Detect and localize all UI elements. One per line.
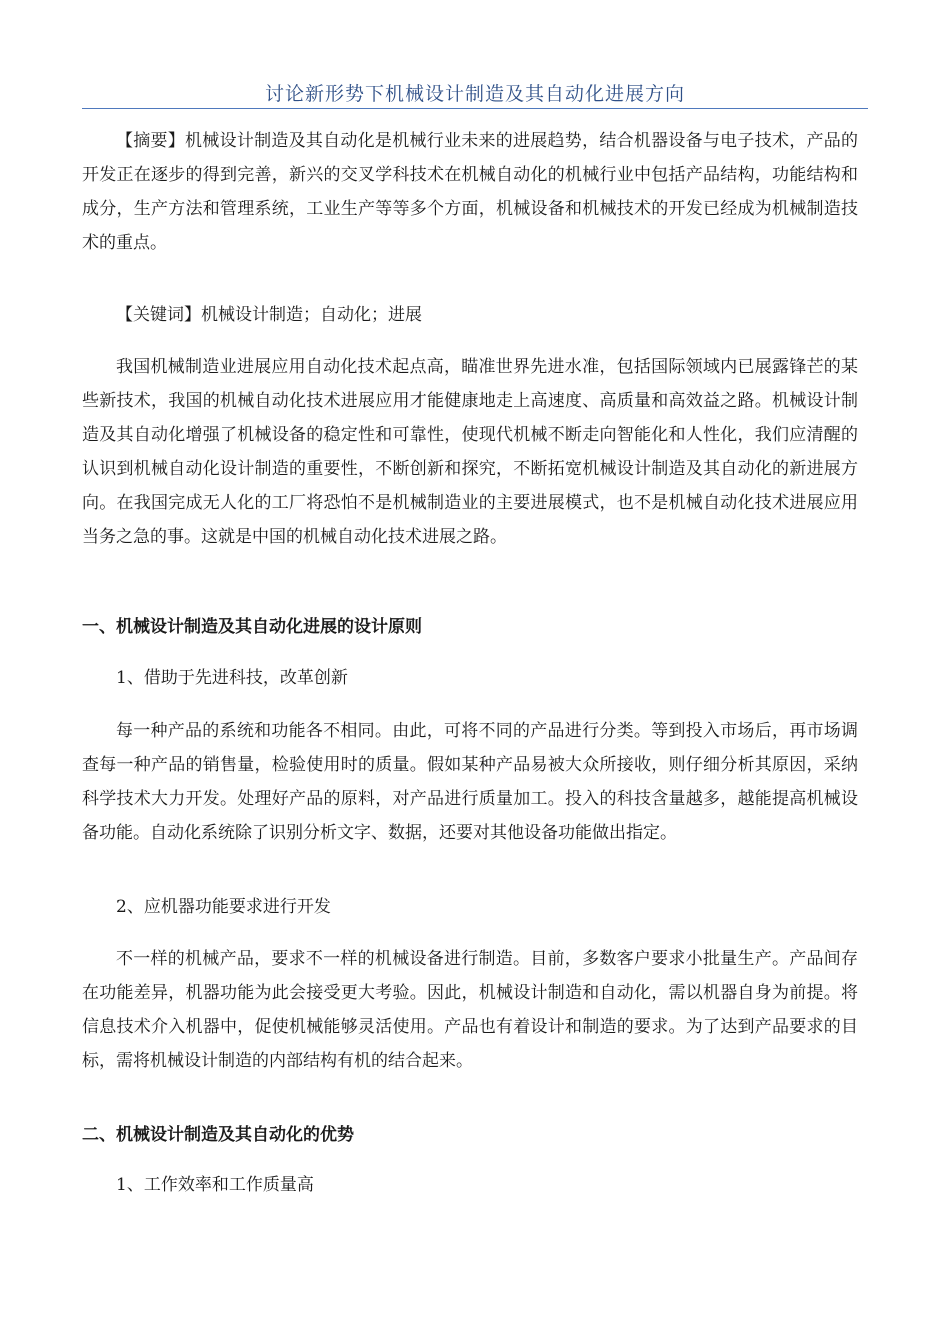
section-1-subheading-2: 2、应机器功能要求进行开发 [116, 897, 331, 917]
keywords-paragraph: 【关键词】机械设计制造；自动化；进展 [116, 305, 422, 325]
section-1-paragraph-2: 不一样的机械产品，要求不一样的机械设备进行制造。目前，多数客户要求小批量生产。产品间存在功能差异，机器功能为此会接受更大考验。因此，机械设计制造和自动化，需以机器自身为前提。将信息技术介入机器中，促使机械能够灵活使用。产品也有着设计和制造的要求。为了达到产品要求的目标，需将机械设计制造的内部结构有机的结合起来。 [82, 949, 858, 1071]
section-1-subheading-1: 1、借助于先进科技，改革创新 [116, 668, 348, 688]
header-divider [82, 108, 868, 109]
abstract-paragraph: 【摘要】机械设计制造及其自动化是机械行业未来的进展趋势，结合机器设备与电子技术，产品的开发正在逐步的得到完善，新兴的交叉学科技术在机械自动化的机械行业中包括产品结构，功能结构和成分，生产方法和管理系统，工业生产等等多个方面，机械设备和机械技术的开发已经成为机械制造技术的重点。 [82, 131, 858, 253]
section-1-heading: 一、机械设计制造及其自动化进展的设计原则 [82, 617, 422, 637]
running-header-title: 讨论新形势下机械设计制造及其自动化进展方向 [264, 83, 685, 105]
intro-paragraph: 我国机械制造业进展应用自动化技术起点高，瞄准世界先进水准，包括国际领域内已展露锋芒的某些新技术，我国的机械自动化技术进展应用才能健康地走上高速度、高质量和高效益之路。机械设计制造及其自动化增强了机械设备的稳定性和可靠性，使现代机械不断走向智能化和人性化，我们应清醒的认识到机械自动化设计制造的重要性，不断创新和探究，不断拓宽机械设计制造及其自动化的新进展方向。在我国完成无人化的工厂将恐怕不是机械制造业的主要进展模式，也不是机械自动化技术进展应用当务之急的事。这就是中国的机械自动化技术进展之路。 [82, 357, 858, 547]
section-1-paragraph-1: 每一种产品的系统和功能各不相同。由此，可将不同的产品进行分类。等到投入市场后，再市场调查每一种产品的销售量，检验使用时的质量。假如某种产品易被大众所接收，则仔细分析其原因，采纳科学技术大力开发。处理好产品的原料，对产品进行质量加工。投入的科技含量越多，越能提高机械设备功能。自动化系统除了识别分析文字、数据，还要对其他设备功能做出指定。 [82, 721, 858, 843]
section-2-subheading-1: 1、工作效率和工作质量高 [116, 1175, 314, 1195]
section-2-heading: 二、机械设计制造及其自动化的优势 [82, 1125, 354, 1145]
